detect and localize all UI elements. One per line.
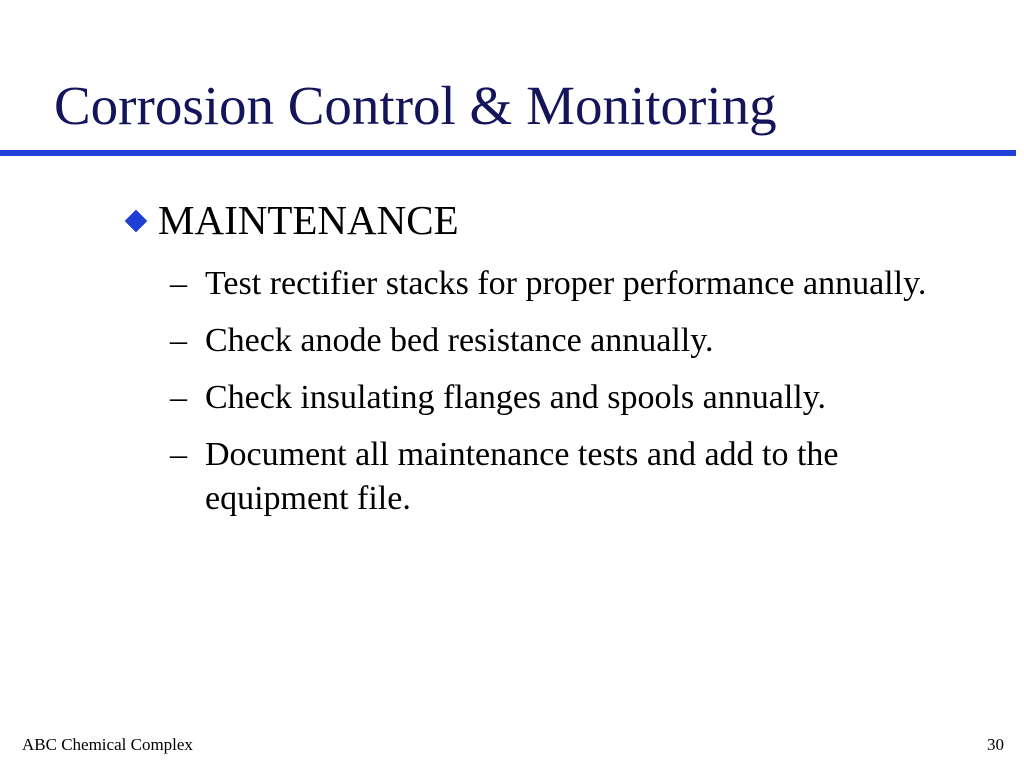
section-heading-row — [124, 198, 459, 243]
diamond-bullet-icon — [125, 209, 148, 232]
footer-company: ABC Chemical Complex — [22, 735, 193, 754]
dash-marker: – — [170, 322, 187, 359]
title-underline-rule — [0, 150, 1016, 156]
dash-marker: – — [170, 379, 187, 416]
list-item-text: Document all maintenance tests and add to the equipment file. — [205, 436, 839, 517]
list-item — [170, 433, 970, 521]
list-item-text: Check insulating flanges and spools annually. — [205, 379, 827, 416]
list-item — [170, 376, 970, 420]
section-heading: MAINTENANCE — [158, 197, 459, 243]
slide-number: 30 — [987, 735, 1004, 754]
list-item-text: Test rectifier stacks for proper performance annually. — [205, 265, 927, 302]
dash-marker: – — [170, 265, 187, 302]
list-item — [170, 319, 970, 363]
list-item-text: Check anode bed resistance annually. — [205, 322, 714, 359]
dash-marker: – — [170, 436, 187, 473]
maintenance-list — [170, 262, 970, 534]
slide-title: Corrosion Control & Monitoring — [54, 75, 777, 136]
list-item — [170, 262, 970, 306]
